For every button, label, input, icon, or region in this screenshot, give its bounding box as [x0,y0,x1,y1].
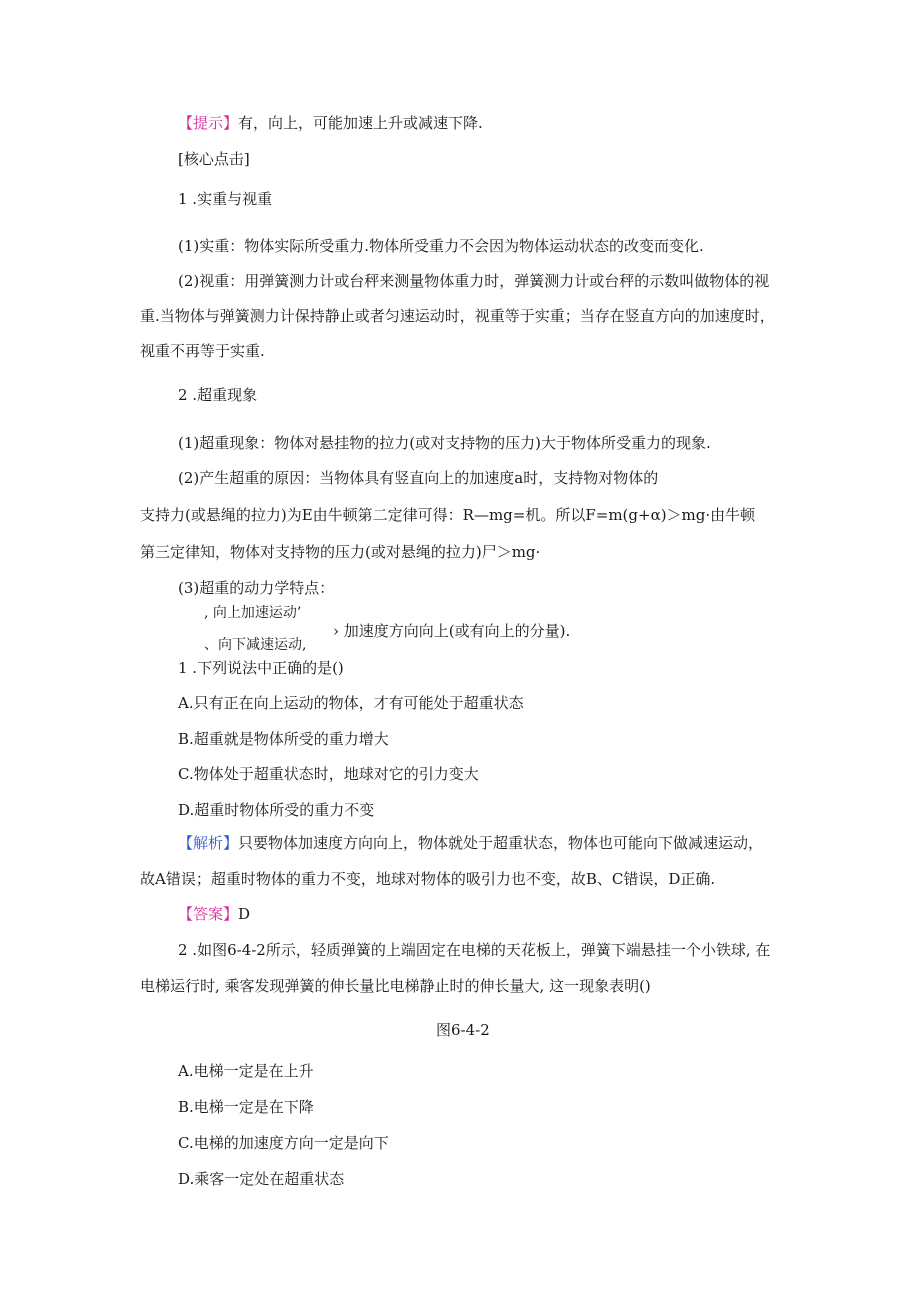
section-1-paragraph-2-line-2: 重.当物体与弹簧测力计保持静止或者匀速运动时，视重等于实重；当存在竖直方向的加速度时， [140,307,775,325]
analysis-text: 只要物体加速度方向向上，物体就处于超重状态，物体也可能向下做减速运动， [238,834,764,852]
section-1-title: 1 .实重与视重 [178,190,273,208]
question-1-option-b: B.超重就是物体所受的重力增大 [178,730,389,748]
dynamics-downward-decel: 、向下减速运动, [204,637,307,653]
question-1-answer-line [178,904,250,924]
section-1-paragraph-2-line-1: (2)视重：用弹簧测力计或台秤来测量物体重力时，弹簧测力计或台秤的示数叫做物体的视 [178,272,770,290]
hint-tag: 【提示】 [178,114,239,132]
dynamics-accel-direction: › 加速度方向向上(或有向上的分量). [333,622,571,640]
question-1-analysis-line-2: 故A错误；超重时物体的重力不变，地球对物体的吸引力也不变，故B、C错误，D正确. [140,870,716,888]
question-2-stem-line-1: 2 .如图6-4-2所示，轻质弹簧的上端固定在电梯的天花板上，弹簧下端悬挂一个小铁球, 在 [178,941,771,959]
core-points-heading: [核心点击] [178,150,250,168]
section-2-paragraph-1: (1)超重现象：物体对悬挂物的拉力(或对支持物的压力)大于物体所受重力的现象. [178,434,711,452]
section-2-paragraph-2-line-2: 支持力(或悬绳的拉力)为E由牛顿第二定律可得：R—mg=机。所以F=m(g+α)＞mg·由牛顿 [140,506,756,524]
question-1-option-d: D.超重时物体所受的重力不变 [178,801,375,819]
section-1-paragraph-1: (1)实重：物体实际所受重力.物体所受重力不会因为物体运动状态的改变而变化. [178,237,704,255]
dynamics-upward-accel: , 向上加速运动’ [204,605,302,621]
question-2-option-c: C.电梯的加速度方向一定是向下 [178,1134,389,1152]
question-2-option-b: B.电梯一定是在下降 [178,1098,314,1116]
answer-tag: 【答案】 [178,905,239,923]
figure-caption: 图6-4-2 [436,1021,490,1039]
question-1-analysis-line-1 [178,833,763,853]
question-1-option-c: C.物体处于超重状态时，地球对它的引力变大 [178,765,479,783]
question-2-stem-line-2: 电梯运行时, 乘客发现弹簧的伸长量比电梯静止时的伸长量大, 这一现象表明() [140,977,651,995]
question-1-option-a: A.只有正在向上运动的物体，才有可能处于超重状态 [178,694,524,712]
section-2-paragraph-2-line-3: 第三定律知，物体对支持物的压力(或对悬绳的拉力)尸＞mg· [140,543,541,561]
section-2-title: 2 .超重现象 [178,386,258,404]
question-1-stem: 1 .下列说法中正确的是() [178,659,344,677]
hint-text: 有，向上，可能加速上升或减速下降. [238,114,483,132]
answer-value: D [238,905,251,923]
question-2-option-d: D.乘客一定处在超重状态 [178,1170,345,1188]
hint-line [178,113,483,133]
question-2-option-a: A.电梯一定是在上升 [178,1062,314,1080]
section-1-paragraph-2-line-3: 视重不再等于实重. [140,342,265,360]
analysis-tag: 【解析】 [178,834,239,852]
section-2-paragraph-3: (3)超重的动力学特点： [178,579,335,597]
section-2-paragraph-2-line-1: (2)产生超重的原因：当物体具有竖直向上的加速度a时，支持物对物体的 [178,469,659,487]
